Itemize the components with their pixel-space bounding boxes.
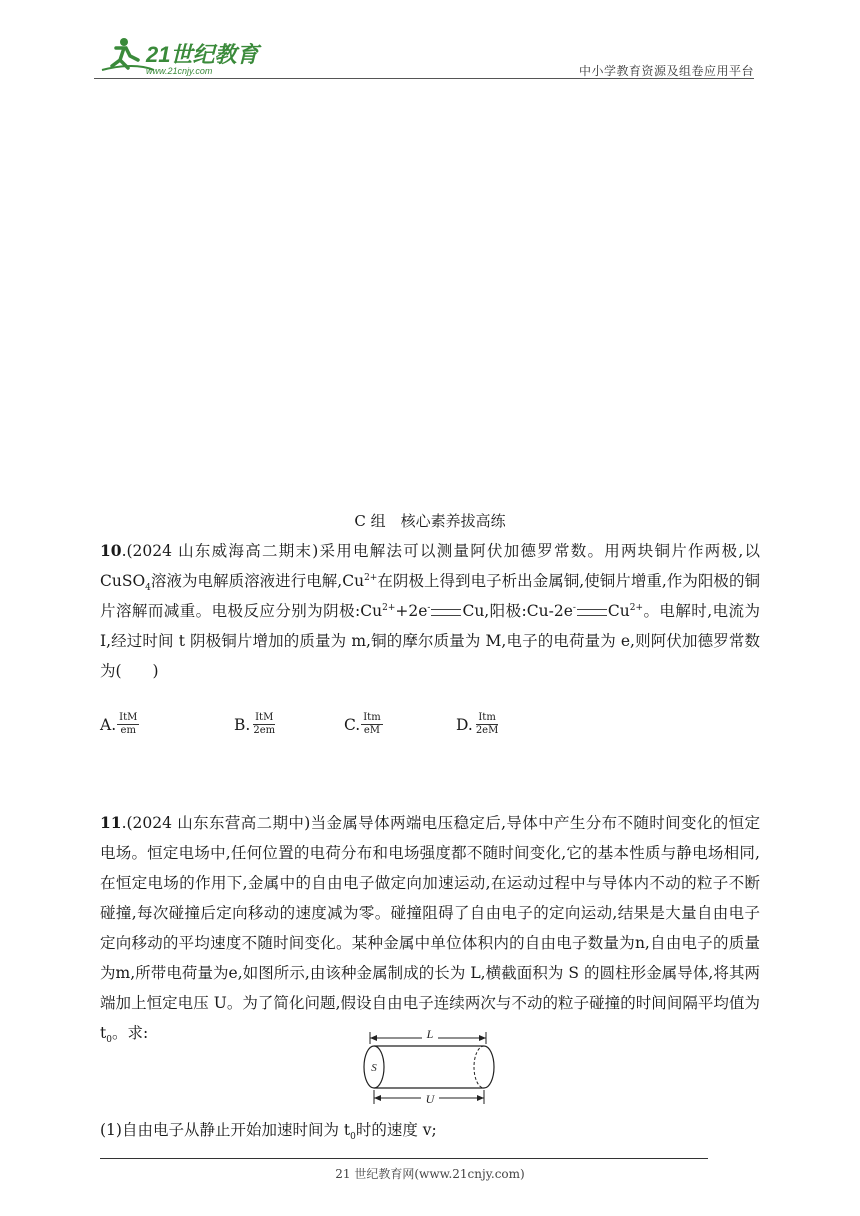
cylinder-diagram [360, 1024, 500, 1112]
option-d[interactable]: D. $\frac{\text{Itm}}{2eM}$ [456, 712, 499, 736]
header-divider [94, 78, 754, 79]
footer-text[interactable]: 21 世纪教育网(www.21cnjy.com) [335, 1167, 525, 1181]
question-number: 10 [100, 541, 122, 560]
option-c[interactable]: C. $\frac{\text{Itm}}{eM}$ [344, 712, 381, 736]
footer-divider [100, 1158, 708, 1159]
svg-text:www.21cnjy.com: www.21cnjy.com [146, 66, 213, 76]
equals-sign [431, 609, 461, 616]
question-10: 10.(2024 山东威海高二期末)采用电解法可以测量阿伏加德罗常数。用两块铜片作两极,以 CuSO$_4$溶液为电解质溶液进行电解$,Cu^{2+}$在阴极上得到电子析出金属铜,使铜片增重,作为阳极的铜片溶解而减重。电极反应分别为阴极$:Cu^{2+}+2e^-$ Cu,阳极:Cu-2e- $Cu^{2+}$。电解时,电流为 I,经过时间 t 阴极铜片增加的质量为 m,铜的摩尔质量为 M,电子的电荷量为 e,则阿伏加德罗常数为( ) [100, 541, 760, 680]
header-tagline: 中小学教育资源及组卷应用平台 [578, 64, 754, 78]
svg-text:U: U [425, 1092, 435, 1106]
sub-question-1: (1)自由电子从静止开始加速时间为 $t_0$时的速度 v; [100, 1121, 437, 1143]
svg-text:S: S [371, 1062, 377, 1074]
svg-text:21世纪教育: 21世纪教育 [146, 42, 259, 67]
option-a[interactable]: A. $\frac{\text{ItM}}{em}$ [100, 712, 138, 736]
section-title: C 组 核心素养拔高练 [354, 512, 506, 530]
equals-sign [577, 609, 607, 616]
svg-text:L: L [426, 1027, 434, 1041]
question-number: 11 [100, 813, 122, 832]
option-b[interactable]: B. $\frac{\text{ItM}}{2em}$ [234, 712, 276, 736]
site-logo [94, 34, 264, 80]
answer-options [100, 712, 760, 748]
question-11: 11.(2024 山东东营高二期中)当金属导体两端电压稳定后,导体中产生分布不随时间变化的恒定电场。恒定电场中,任何位置的电荷分布和电场强度都不随时间变化,它的基本性质与静电场相同,在恒定电场的作用下,金属中的自由电子做定向加速运动,在运动过程中与导体内不动的粒子不断碰撞,每次碰撞后定向移动的速度减为零。碰撞阻碍了自由电子的定向运动,结果是大量自由电子定向移动的平均速度不随时间变化。某种金属中单位体积内的自由电子数量为n,自由电子的质量为m,所带电荷量为e,如图所示,由该种金属制成的长为 L,横截面积为 S 的圆柱形金属导体,将其两端加上恒定电压 U。为了简化问题,假设自由电子连续两次与不动的粒子碰撞的时间间隔平均值为 $t_0$。求: [100, 813, 760, 1046]
